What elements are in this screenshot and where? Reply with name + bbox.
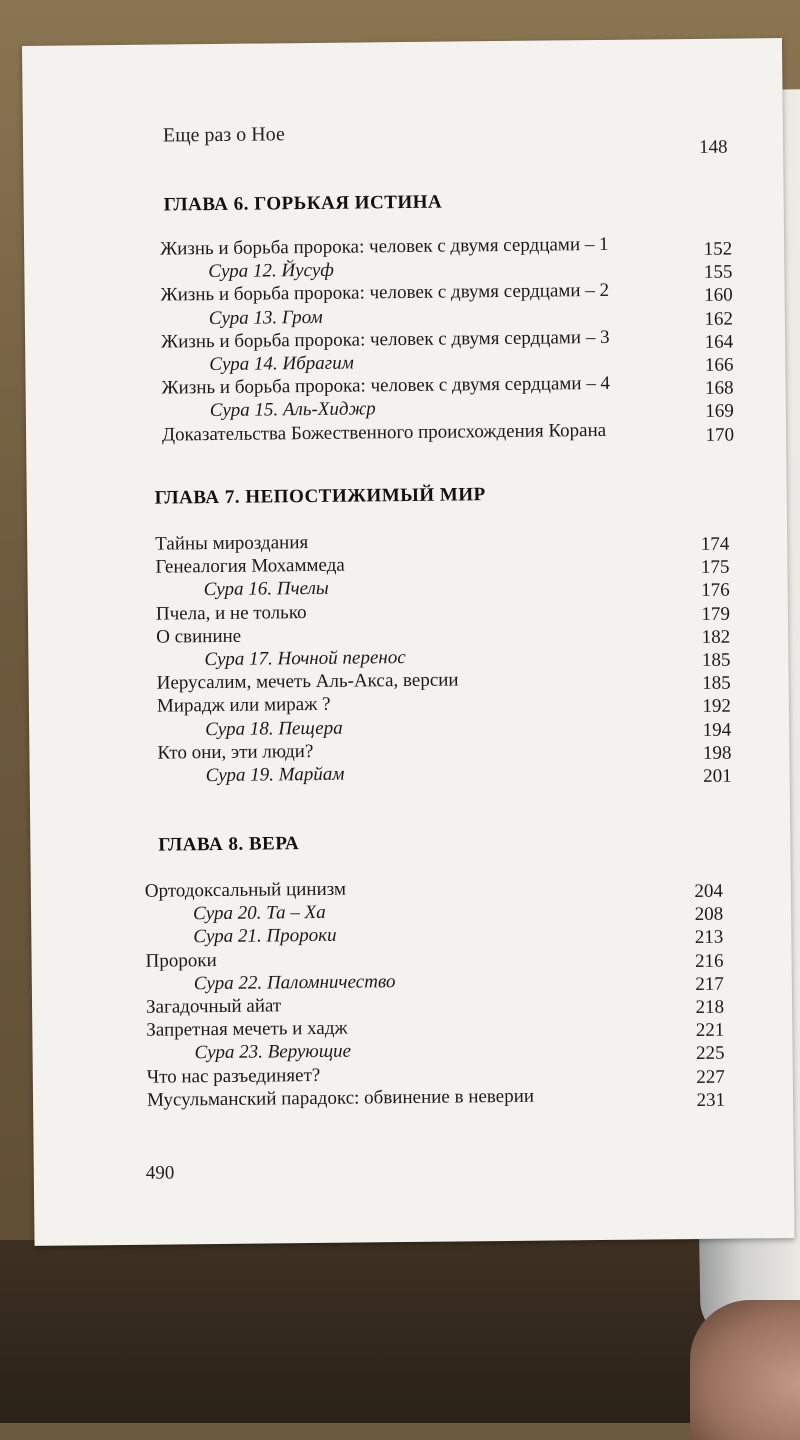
- toc-entry[interactable]: Мусульманский парадокс: обвинение в неверии: [146, 1085, 535, 1111]
- toc-page-number: 216: [695, 950, 724, 972]
- toc-entry-sura[interactable]: Сура 20. Та – Ха: [192, 902, 326, 925]
- toc-page-number: 175: [700, 556, 730, 579]
- toc-entry[interactable]: Доказательства Божественного происхождения Корана: [161, 419, 607, 446]
- toc-page-number: 166: [704, 354, 734, 376]
- toc-page-number: 160: [704, 284, 733, 307]
- thumb: [690, 1300, 800, 1440]
- toc-page-number: 152: [703, 238, 733, 260]
- toc-entry[interactable]: Запретная мечеть и хадж: [146, 1017, 348, 1041]
- toc-page-number: 201: [703, 765, 732, 787]
- toc-entry-sura[interactable]: Сура 18. Пещера: [205, 717, 343, 740]
- toc-page-number: 185: [702, 672, 731, 695]
- book-page: [22, 38, 795, 1246]
- toc-page-number: 218: [695, 996, 725, 1018]
- toc-entry-sura[interactable]: Сура 14. Ибрагим: [209, 352, 354, 376]
- toc-page-number: 213: [694, 927, 724, 949]
- toc-entry[interactable]: Пчела, и не только: [155, 601, 307, 625]
- toc-page-number: 192: [702, 696, 732, 718]
- toc-entry-sura[interactable]: Сура 17. Ночной перенос: [204, 647, 406, 671]
- running-head-title: Еще раз о Ное: [162, 123, 285, 147]
- toc-entry[interactable]: Генеалогия Мохаммеда: [155, 554, 345, 578]
- chapter-heading: ГЛАВА 6. ГОРЬКАЯ ИСТИНА: [163, 191, 443, 216]
- toc-page-number: 198: [702, 742, 732, 764]
- toc-entry[interactable]: Тайны мироздания: [155, 532, 309, 555]
- toc-page-number: 182: [701, 626, 731, 648]
- toc-page-number: 170: [705, 424, 735, 446]
- toc-page-number: 169: [705, 400, 734, 423]
- toc-page-number: 155: [703, 261, 733, 284]
- toc-entry-sura[interactable]: Сура 13. Гром: [208, 306, 323, 329]
- toc-page-number: 162: [704, 308, 734, 330]
- toc-entry-sura[interactable]: Сура 12. Йусуф: [208, 259, 334, 283]
- toc-entry[interactable]: Ортодоксальный цинизм: [144, 878, 347, 902]
- toc-entry-sura[interactable]: Сура 21. Пророки: [193, 925, 337, 948]
- toc-entry-sura[interactable]: Сура 16. Пчелы: [203, 578, 329, 601]
- toc-page-number: 168: [705, 377, 734, 400]
- toc-page-number: 179: [701, 603, 731, 625]
- toc-entry-sura[interactable]: Сура 22. Паломничество: [193, 970, 396, 995]
- toc-entry-sura[interactable]: Сура 15. Аль-Хиджр: [209, 398, 376, 422]
- running-head-page: 148: [698, 136, 728, 158]
- toc-entry-sura[interactable]: Сура 19. Марйам: [205, 763, 345, 787]
- toc-page-number: 225: [695, 1043, 725, 1065]
- toc-entry[interactable]: Кто они, эти люди?: [157, 740, 314, 764]
- table-edge: [0, 1240, 800, 1423]
- chapter-heading: ГЛАВА 7. НЕПОСТИЖИМЫЙ МИР: [154, 484, 486, 509]
- toc-entry[interactable]: Что нас разъединяет?: [146, 1064, 321, 1088]
- toc-page-number: 208: [694, 903, 724, 926]
- toc-page-number: 217: [695, 973, 724, 995]
- toc-entry[interactable]: Жизнь и борьба пророка: человек с двумя сердцами – 4: [161, 373, 611, 399]
- page-number: 490: [145, 1162, 175, 1184]
- toc-page-number: 174: [700, 533, 730, 555]
- toc-entry[interactable]: Пророки: [145, 949, 217, 972]
- chapter-heading: ГЛАВА 8. ВЕРА: [158, 833, 300, 856]
- toc-entry[interactable]: Загадочный айат: [145, 995, 282, 1018]
- toc-entry-sura[interactable]: Сура 23. Верующие: [194, 1041, 352, 1064]
- toc-entry[interactable]: Иерусалим, мечеть Аль-Акса, версии: [156, 669, 459, 694]
- toc-entry[interactable]: Жизнь и борьба пророка: человек с двумя сердцами – 3: [160, 326, 610, 353]
- toc-page-number: 204: [694, 880, 723, 903]
- toc-page-number: 194: [702, 719, 732, 741]
- toc-entry[interactable]: Жизнь и борьба пророка: человек с двумя сердцами – 2: [160, 280, 610, 306]
- toc-page-number: 227: [696, 1066, 725, 1088]
- toc-page-number: 176: [701, 580, 730, 602]
- toc-page-number: 221: [695, 1019, 725, 1042]
- toc-entry[interactable]: О свинине: [156, 625, 242, 648]
- toc-page-number: 231: [696, 1089, 726, 1111]
- toc-page-number: 164: [704, 331, 734, 353]
- toc-page-number: 185: [701, 649, 731, 671]
- toc-entry[interactable]: Жизнь и борьба пророка: человек с двумя сердцами – 1: [160, 233, 609, 260]
- toc-entry[interactable]: Мирадж или мираж ?: [156, 694, 331, 718]
